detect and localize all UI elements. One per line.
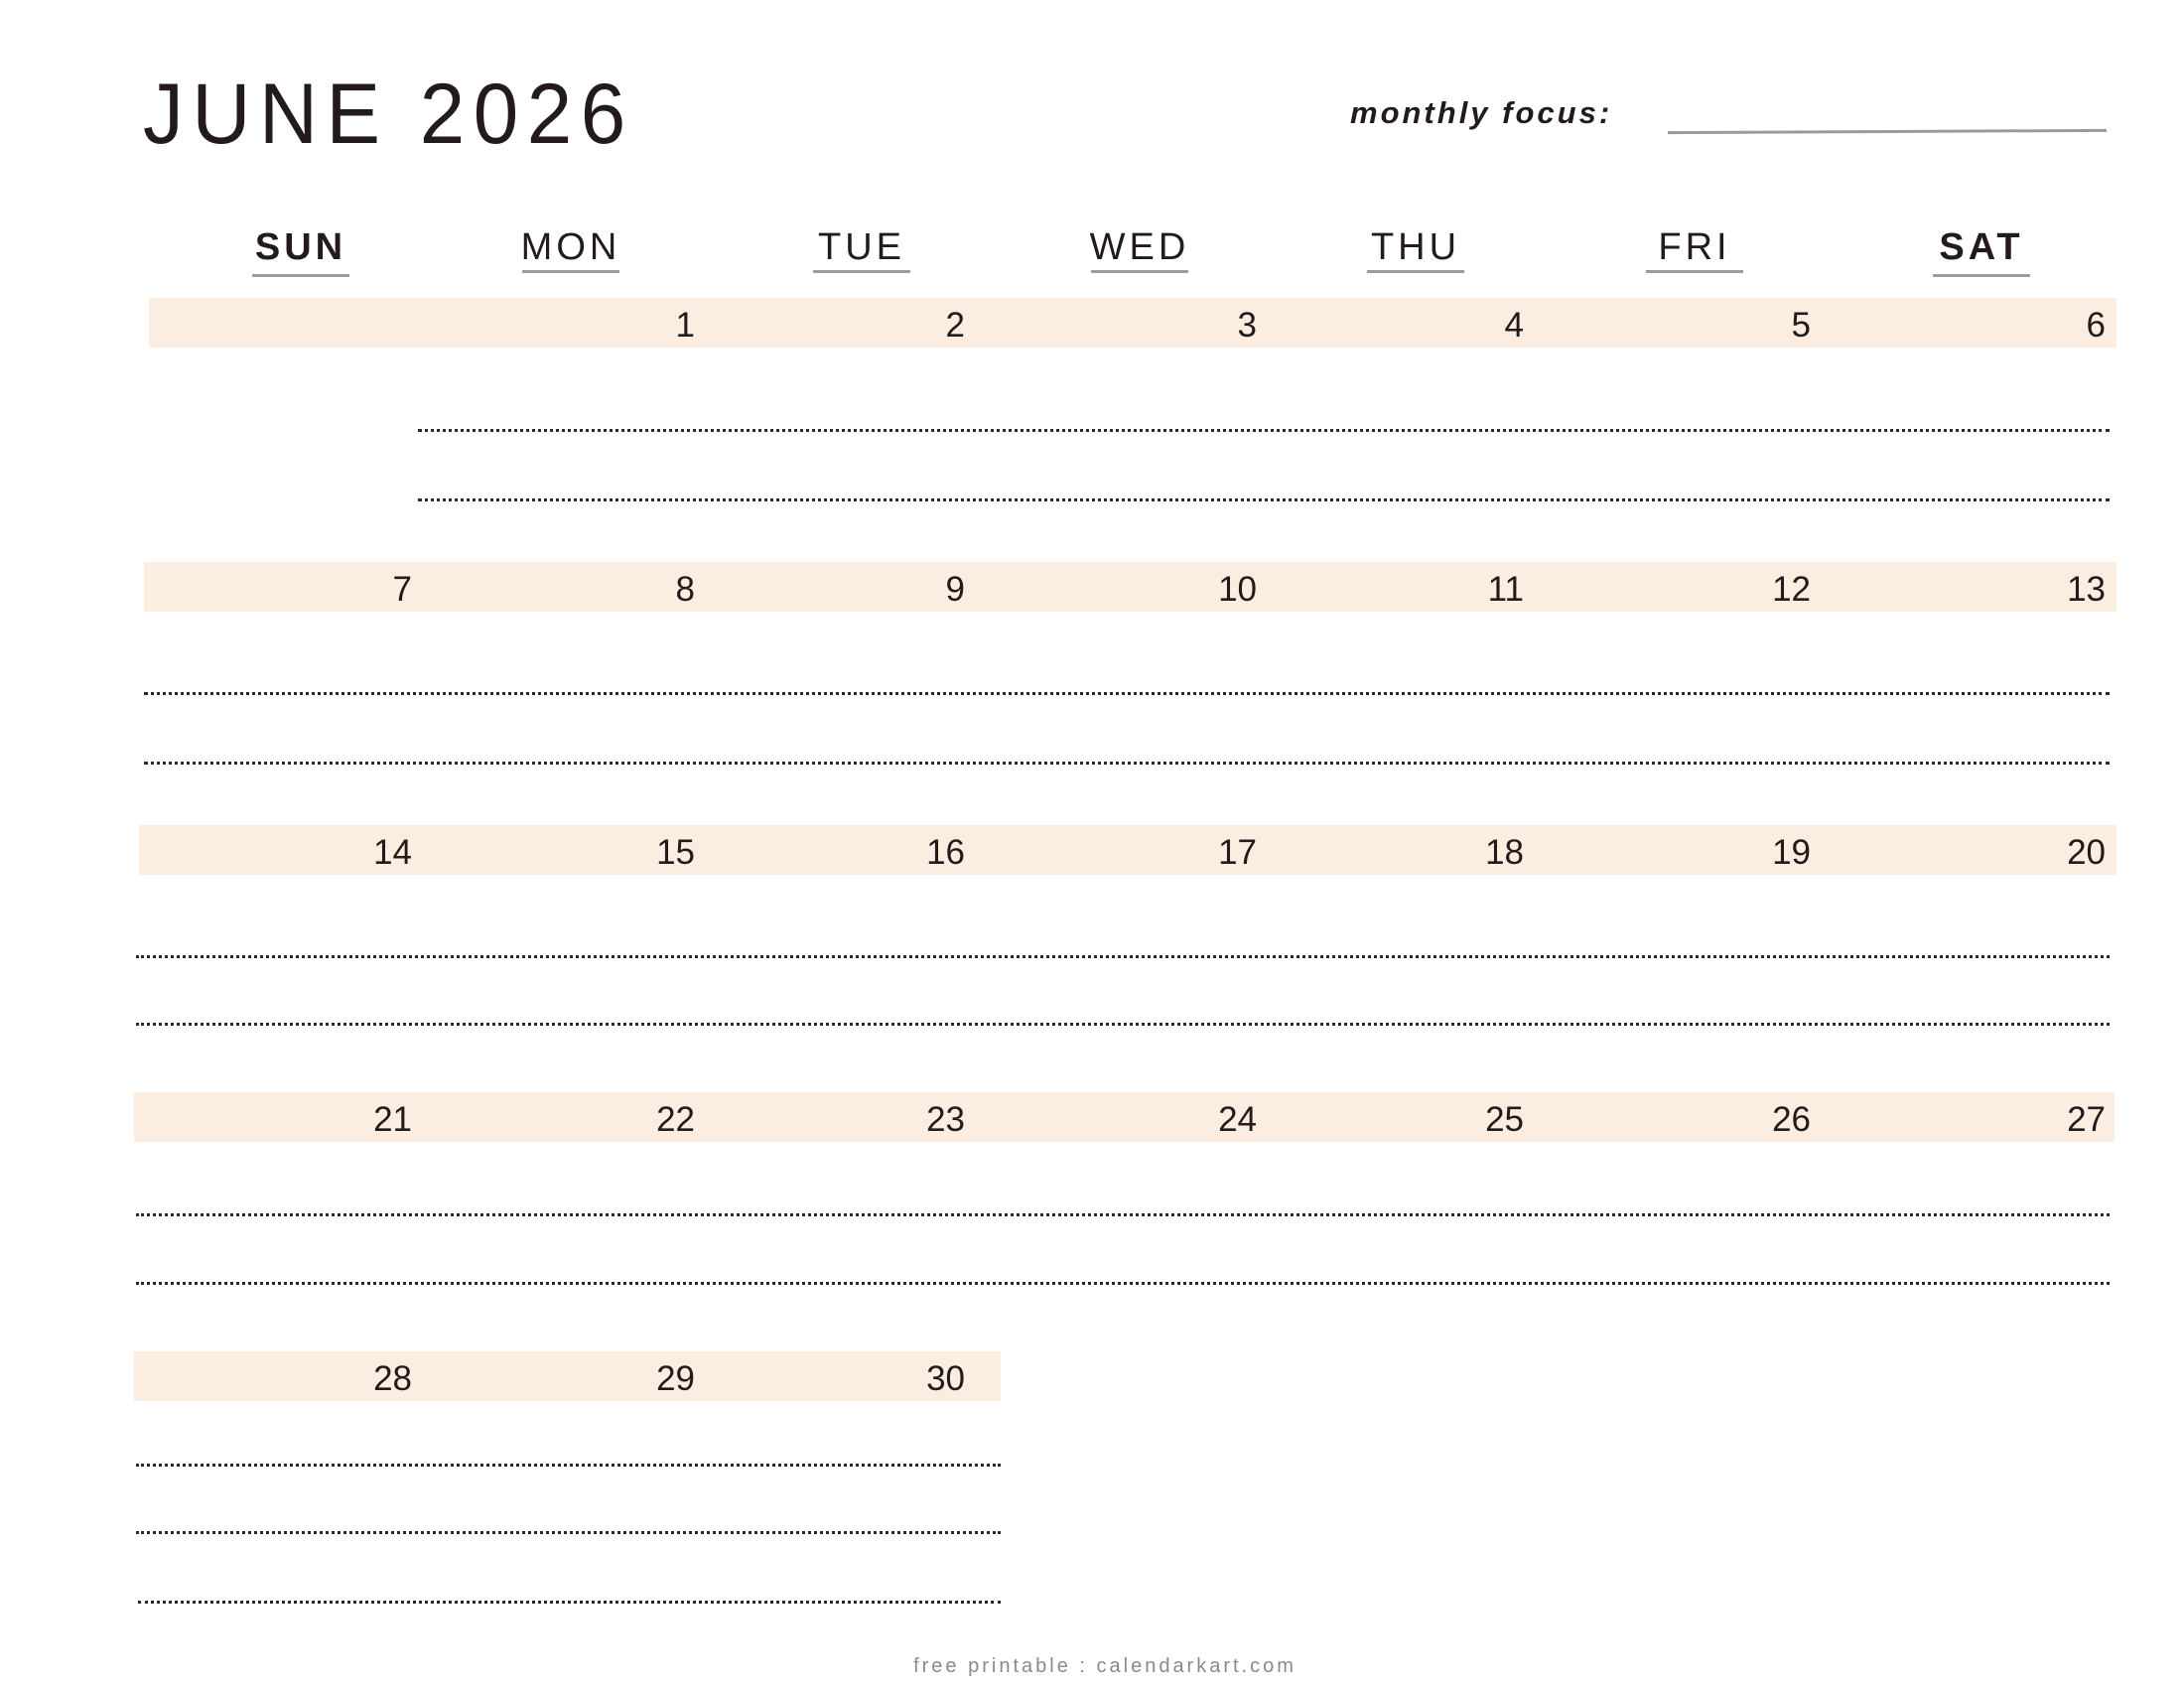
weekday-mon: MON	[520, 226, 621, 268]
day-number: 26	[1772, 1100, 1811, 1139]
weekday-underline	[1933, 274, 2030, 277]
day-number: 5	[1791, 306, 1811, 345]
day-number: 1	[675, 306, 695, 345]
weekday-fri: FRI	[1658, 226, 1731, 268]
monthly-focus-label: monthly focus:	[1350, 95, 1613, 130]
page-title: JUNE 2026	[143, 67, 634, 162]
week-row-3	[139, 825, 2116, 875]
day-number: 16	[926, 833, 965, 872]
weekday-underline	[252, 274, 349, 277]
day-number: 18	[1485, 833, 1524, 872]
day-number: 27	[2067, 1100, 2106, 1139]
day-number: 7	[392, 570, 412, 609]
note-line[interactable]	[418, 498, 2110, 501]
day-number: 13	[2067, 570, 2106, 609]
weekday-wed: WED	[1089, 226, 1190, 268]
weekday-underline	[1091, 270, 1188, 273]
note-line[interactable]	[136, 1213, 2110, 1216]
weekday-thu: THU	[1370, 226, 1461, 268]
week-row-4	[134, 1092, 2115, 1142]
day-number: 12	[1772, 570, 1811, 609]
note-line[interactable]	[144, 692, 2110, 695]
day-number: 9	[945, 570, 965, 609]
day-number: 20	[2067, 833, 2106, 872]
day-number: 3	[1237, 306, 1257, 345]
week-row-1	[149, 298, 2116, 348]
weekday-underline	[522, 270, 619, 273]
day-number: 11	[1487, 570, 1524, 609]
day-number: 21	[373, 1100, 412, 1139]
footer-credit: free printable : calendarkart.com	[913, 1655, 1297, 1677]
note-line[interactable]	[138, 1601, 1001, 1604]
day-number: 25	[1485, 1100, 1524, 1139]
day-number: 24	[1218, 1100, 1257, 1139]
day-number: 17	[1218, 833, 1257, 872]
day-number: 22	[656, 1100, 695, 1139]
note-line[interactable]	[418, 429, 2110, 432]
weekday-tue: TUE	[818, 226, 905, 268]
day-number: 15	[656, 833, 695, 872]
weekday-sat: SAT	[1939, 226, 2024, 268]
day-number: 14	[373, 833, 412, 872]
weekday-underline	[1646, 270, 1743, 273]
day-number: 28	[373, 1359, 412, 1398]
day-number: 4	[1504, 306, 1524, 345]
day-number: 8	[675, 570, 695, 609]
weekday-underline	[1367, 270, 1464, 273]
day-number: 19	[1772, 833, 1811, 872]
weekday-underline	[813, 270, 910, 273]
monthly-focus-input[interactable]	[1668, 129, 2107, 134]
weekday-sun: SUN	[254, 226, 347, 268]
day-number: 23	[926, 1100, 965, 1139]
note-line[interactable]	[144, 762, 2110, 765]
week-row-2	[144, 562, 2116, 612]
day-number: 2	[945, 306, 965, 345]
day-number: 10	[1218, 570, 1257, 609]
note-line[interactable]	[136, 1023, 2110, 1026]
day-number: 30	[926, 1359, 965, 1398]
note-line[interactable]	[136, 955, 2110, 958]
note-line[interactable]	[136, 1531, 1001, 1534]
note-line[interactable]	[136, 1464, 1001, 1467]
day-number: 6	[2086, 306, 2106, 345]
note-line[interactable]	[136, 1282, 2110, 1285]
day-number: 29	[656, 1359, 695, 1398]
